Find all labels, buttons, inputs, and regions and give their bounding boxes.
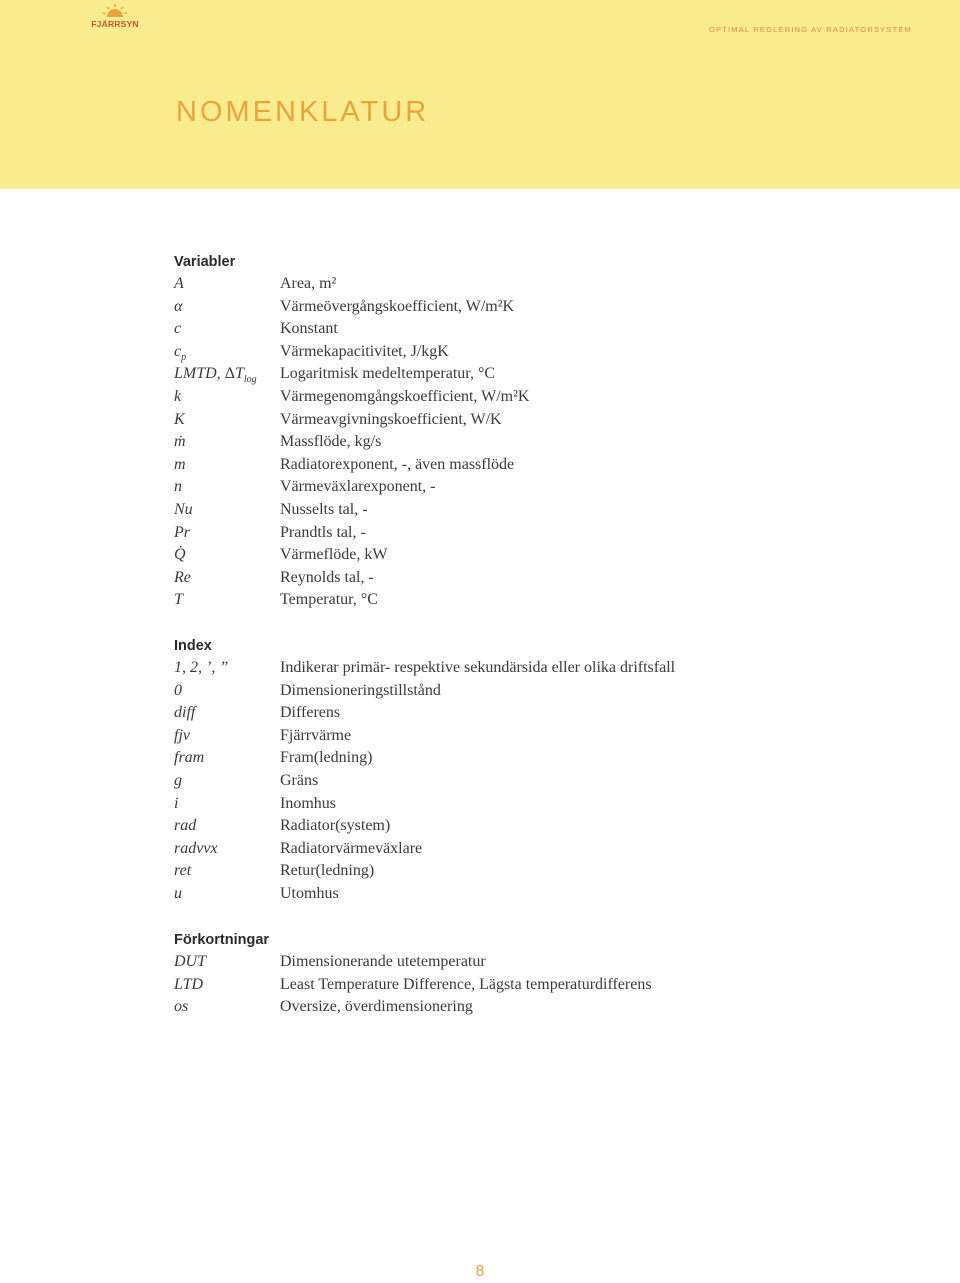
list-item — [174, 522, 814, 545]
list-item — [174, 476, 814, 499]
symbol: A — [174, 275, 184, 292]
symbol: k — [174, 387, 182, 405]
description: Utomhus — [280, 884, 339, 902]
symbol: fjv — [174, 726, 190, 744]
list-item — [174, 725, 814, 748]
logo-wordmark: FJÄRRSYN — [91, 19, 139, 29]
description: Retur(ledning) — [280, 862, 375, 880]
section-heading: Variabler — [174, 254, 236, 270]
list-item — [174, 974, 814, 997]
symbol: Pr — [174, 523, 190, 541]
list-item — [174, 860, 814, 883]
list-item — [174, 702, 814, 725]
symbol: os — [174, 998, 189, 1016]
list-item — [174, 589, 814, 612]
list-item — [174, 363, 814, 386]
symbol: c — [174, 320, 182, 338]
description: Fjärrvärme — [280, 726, 352, 744]
description: Indikerar primär- respektive sekundärsida eller olika driftsfall — [280, 659, 676, 676]
description: Fram(ledning) — [280, 749, 373, 767]
list-item — [174, 386, 814, 409]
list-item — [174, 747, 814, 770]
symbol: 0 — [174, 681, 182, 699]
description: Dimensioneringstillstånd — [280, 681, 441, 699]
symbol: diff — [174, 704, 196, 722]
description: Dimensionerande utetemperatur — [280, 953, 486, 970]
page-title: NOMENKLATUR — [176, 96, 430, 128]
description: Inomhus — [280, 794, 336, 812]
section-forkortningar — [174, 929, 814, 1019]
running-head: OPTIMAL REGLERING AV RADIATORSYSTEM — [708, 25, 912, 34]
list-item — [174, 409, 814, 432]
description: Värmegenomgångskoefficient, W/m²K — [280, 387, 530, 405]
description: Värmeflöde, kW — [280, 546, 388, 564]
symbol: ret — [174, 862, 192, 880]
list-item — [174, 770, 814, 793]
description: Radiatorvärmeväxlare — [280, 839, 423, 857]
description: Logaritmisk medeltemperatur, °C — [280, 365, 496, 383]
list-item — [174, 680, 814, 703]
list-item — [174, 951, 814, 974]
description: Oversize, överdimensionering — [280, 998, 473, 1016]
list-item — [174, 431, 814, 454]
symbol: fram — [174, 749, 205, 767]
description: Massflöde, kg/s — [280, 433, 382, 451]
symbol: i — [174, 794, 179, 812]
description: Värmeavgivningskoefficient, W/K — [280, 410, 502, 428]
description: Värmeväxlarexponent, - — [280, 478, 436, 496]
symbol: ṁ — [174, 433, 186, 451]
symbol: T — [174, 591, 183, 609]
symbol: m — [174, 455, 186, 473]
list-item — [174, 341, 814, 364]
section-heading: Förkortningar — [174, 932, 270, 948]
symbol-cp: $c_p$ — [174, 342, 187, 363]
section-variabler — [174, 251, 814, 612]
page-number: 8 — [475, 1263, 485, 1280]
symbol: DUT — [174, 953, 207, 970]
list-item — [174, 567, 814, 590]
symbol: Q̇ — [174, 546, 186, 564]
description: Nusselts tal, - — [280, 500, 368, 518]
list-item — [174, 815, 814, 838]
symbol: Re — [174, 568, 191, 586]
description: Differens — [280, 704, 341, 722]
symbol: n — [174, 478, 182, 496]
header-banner — [0, 0, 960, 189]
fjarrsyn-logo — [90, 4, 140, 32]
symbol: rad — [174, 817, 197, 835]
description: Reynolds tal, - — [280, 568, 374, 586]
list-item — [174, 657, 814, 680]
section-index — [174, 635, 814, 906]
list-item — [174, 296, 814, 319]
list-item — [174, 996, 814, 1019]
list-item — [174, 544, 814, 567]
description: Värmekapacitivitet, J/kgK — [280, 342, 449, 360]
description: Least Temperature Difference, Lägsta temperaturdifferens — [280, 975, 652, 993]
list-item — [174, 499, 814, 522]
list-item — [174, 273, 814, 296]
list-item — [174, 793, 814, 816]
symbol: LTD — [174, 975, 204, 993]
list-item — [174, 883, 814, 906]
list-item — [174, 318, 814, 341]
symbol: α — [174, 297, 183, 315]
description: Area, m² — [280, 275, 337, 292]
symbol: Nu — [174, 500, 193, 518]
description: Värmeövergångskoefficient, W/m²K — [280, 297, 515, 315]
description: Konstant — [280, 320, 338, 338]
sun-icon — [102, 4, 128, 18]
description: Gräns — [280, 771, 319, 789]
symbol: u — [174, 884, 182, 902]
symbol: K — [174, 410, 185, 428]
list-item — [174, 838, 814, 861]
symbol: radvvx — [174, 839, 218, 857]
symbol: g — [174, 771, 182, 789]
description: Radiator(system) — [280, 817, 391, 835]
symbol: 1, 2, ’, ” — [174, 659, 229, 676]
description: Temperatur, °C — [280, 591, 378, 609]
list-item — [174, 454, 814, 477]
description: Prandtls tal, - — [280, 523, 366, 541]
symbol-lmtd: LMTD, $\Delta T_{log}$ — [174, 365, 257, 386]
description: Radiatorexponent, -, även massflöde — [280, 455, 515, 473]
section-heading: Index — [174, 638, 212, 654]
